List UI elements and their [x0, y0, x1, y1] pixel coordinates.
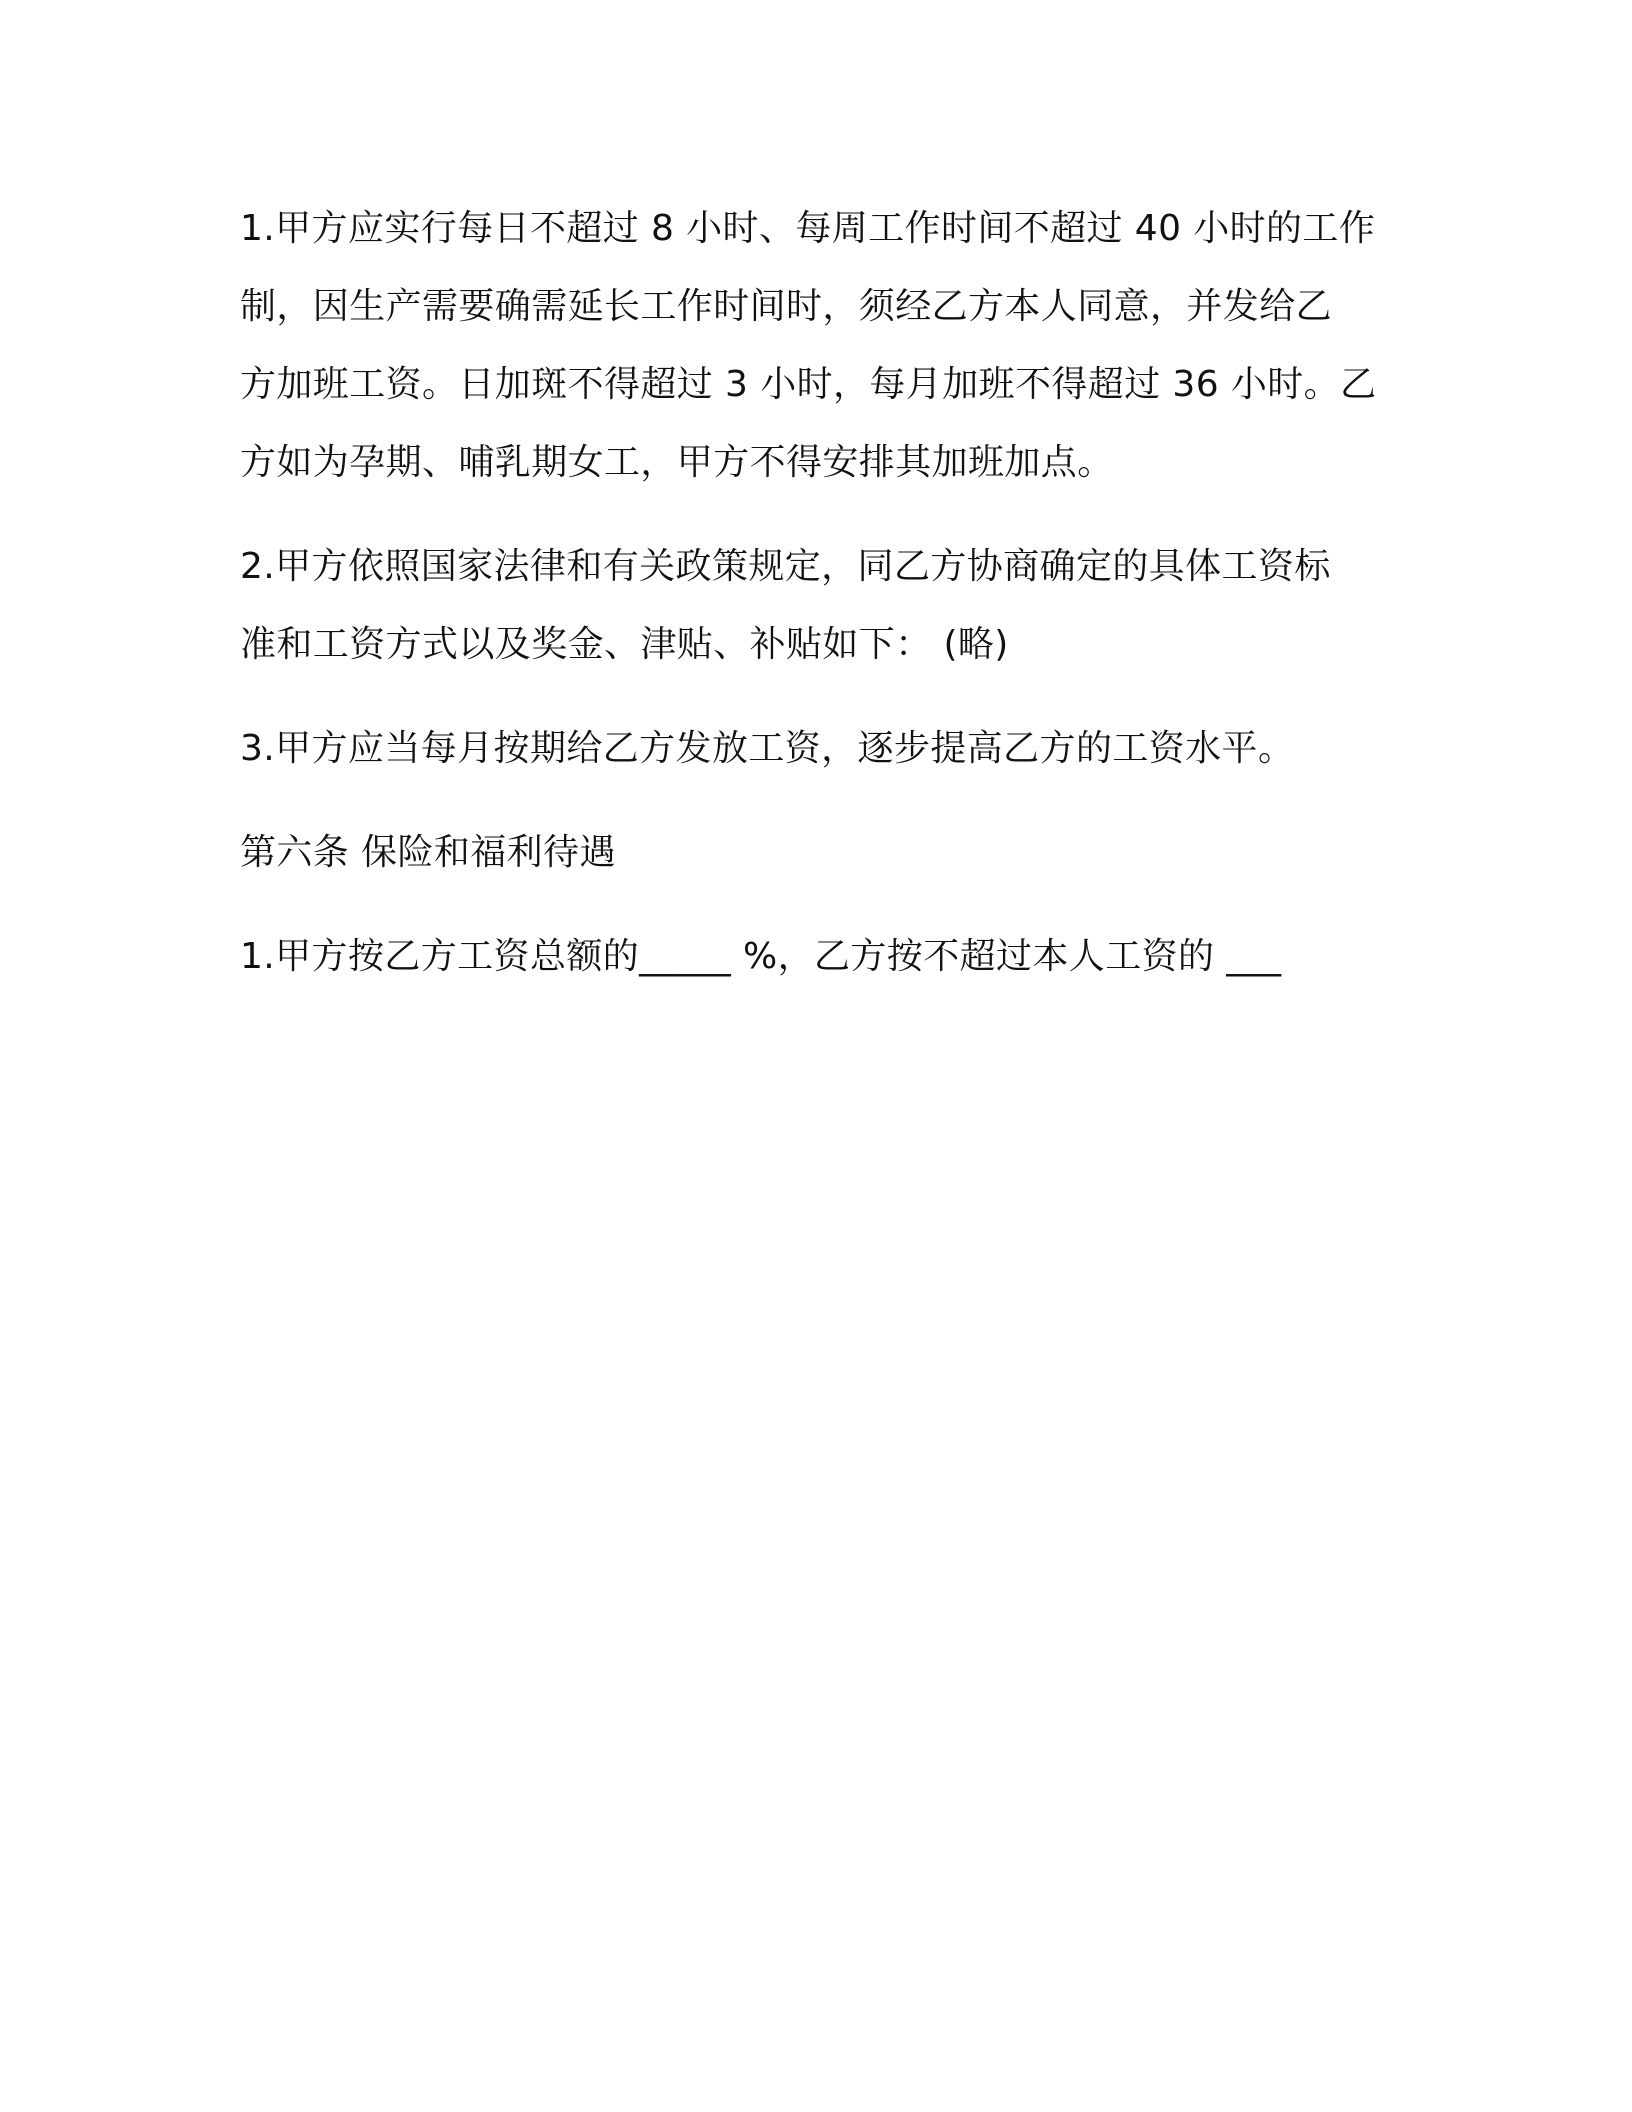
clause-wage-standard: [240, 528, 1390, 684]
text-line: 3.甲方应当每月按期给乙方发放工资，逐步提高乙方的工资水平。: [240, 728, 1295, 769]
text-line: 制，因生产需要确需延长工作时间时，须经乙方本人同意，并发给乙: [240, 286, 1333, 327]
text-line: 准和工资方式以及奖金、津贴、补贴如下： (略): [240, 624, 1009, 665]
clause-insurance: [240, 918, 1390, 996]
clause-wage-payment: [240, 710, 1390, 788]
document-body: [240, 190, 1390, 996]
clause-working-hours: [240, 190, 1390, 502]
text-line: 2.甲方依照国家法律和有关政策规定，同乙方协商确定的具体工资标: [240, 546, 1331, 587]
text-line: 1.甲方按乙方工资总额的_____ %，乙方按不超过本人工资的 ___: [240, 936, 1282, 977]
section-heading: [240, 814, 1390, 892]
text-line: 1.甲方应实行每日不超过 8 小时、每周工作时间不超过 40 小时的工作: [240, 208, 1376, 249]
text-line: 方如为孕期、哺乳期女工，甲方不得安排其加班加点。: [240, 442, 1114, 483]
text-line: 方加班工资。日加斑不得超过 3 小时，每月加班不得超过 36 小时。乙: [240, 364, 1377, 405]
heading-text: 第六条 保险和福利待遇: [240, 832, 616, 873]
